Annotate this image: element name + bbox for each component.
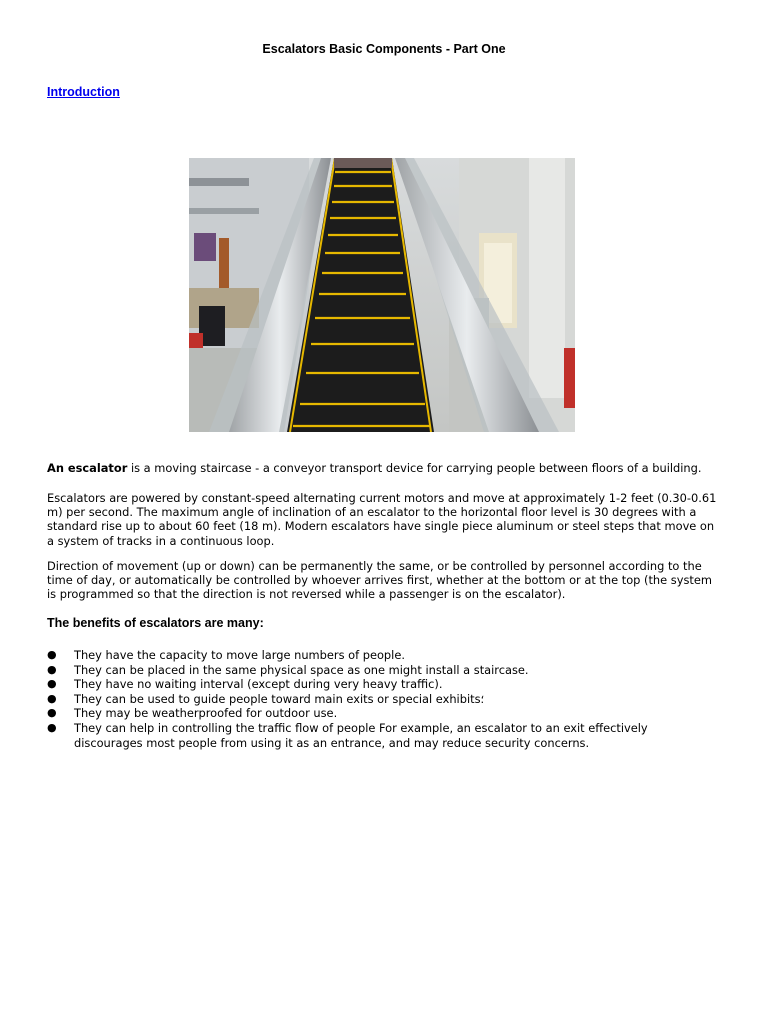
paragraph-power: Escalators are powered by constant-speed alternating current motors and move at approximately 1-2 feet (0.30-0.61 m) per second. The maximum angle of inclination of an escalator to the horizontal floor level is 30 degrees with a standard rise up to about 60 feet (18 m). Modern escalators have single piece aluminum or steel steps that move on a system of tracks in a continuous loop.: [47, 491, 717, 548]
escalator-photo: [189, 158, 575, 432]
benefits-list: [47, 648, 717, 750]
bullet-icon: ●: [47, 648, 57, 661]
bullet-icon: ●: [47, 706, 57, 720]
list-item: ● They have the capacity to move large numbers of people.: [47, 648, 405, 662]
bullet-icon: ●: [47, 691, 57, 705]
introduction-link[interactable]: Introduction: [47, 85, 120, 99]
benefits-heading: The benefits of escalators are many:: [47, 616, 264, 630]
list-item: ● They can help in controlling the traffic flow of people For example, an escalator to an exit effectively discourages most people from using it as an entrance, and may reduce security concerns.: [47, 720, 648, 750]
bullet-icon: ●: [47, 662, 57, 676]
definition-text: is a moving staircase - a conveyor transport device for carrying people between floors of a building.: [127, 461, 702, 475]
bullet-icon: ●: [47, 677, 57, 691]
list-item: ● They have no waiting interval (except during very heavy traffic).: [47, 677, 443, 692]
bullet-icon: ●: [47, 720, 57, 734]
list-item: ● They can be placed in the same physical space as one might install a staircase.: [47, 662, 529, 677]
paragraph-definition: [47, 461, 717, 475]
escalator-term: An escalator: [47, 461, 128, 475]
paragraph-direction: Direction of movement (up or down) can be permanently the same, or be controlled by personnel according to the time of day, or automatically be controlled by whoever arrives first, whether at the bottom or at the top (the system is programmed so that the direction is not reversed while a passenger is on the escalator).: [47, 559, 712, 602]
list-item: ● They can be used to guide people toward main exits or special exhibits؛: [47, 691, 485, 706]
list-item: ● They may be weatherproofed for outdoor use.: [47, 706, 338, 721]
document-title: Escalators Basic Components - Part One: [262, 42, 506, 56]
